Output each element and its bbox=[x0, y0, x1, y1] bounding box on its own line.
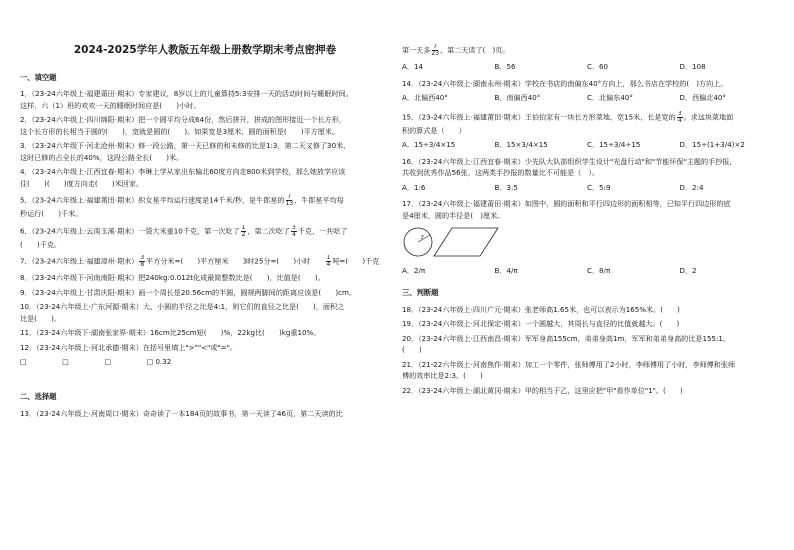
question-16: 16．（23-24六年级上·江西宜春·期末）少先队大队部组织学生设计"光盘行动"和"节能环保"主题的手抄报， bbox=[402, 157, 737, 166]
question-19: 19．（23-24六年级上·河北保定·期末）一个圆越大，其周长与直径的比值就越大。( ) bbox=[402, 320, 680, 329]
question-3-cont: 这时已修的占全长的40%，这段公路全长( )米。 bbox=[20, 153, 184, 162]
right-column bbox=[402, 44, 772, 401]
fraction bbox=[326, 255, 332, 268]
question-20-cont: ( ) bbox=[402, 346, 422, 355]
question-5-text: 5．（23-24六年级上·福建莆田·期末）织女星平均运行速度是14千米/秒，是牛郎星的 bbox=[20, 195, 285, 205]
denominator: 4 bbox=[677, 116, 682, 124]
question-13-options bbox=[402, 63, 772, 72]
question-12-compare-row: □ □ □ □ 0.32 bbox=[20, 358, 172, 367]
question-11: 11．（23-24六年级下·湖南张家界·期末）16cm比25cm短( )%，22kg比( )kg重10%。 bbox=[20, 329, 321, 338]
option-d: D．2:4 bbox=[679, 182, 704, 192]
question-15-text: 15．（23-24六年级上·福建莆田·期末）王伯伯家有一块长方形菜地，宽15米，长是宽的 bbox=[402, 112, 676, 121]
question-14-options bbox=[402, 94, 772, 103]
question-15-tail: 。求这块菜地面 bbox=[683, 112, 734, 121]
question-12: 12．（23-24六年级上·河北承德·期末）在括号里填上">""<"或"="。 bbox=[20, 343, 237, 352]
option-b: B．3:5 bbox=[494, 182, 518, 192]
option-d: D．2 bbox=[679, 265, 697, 275]
denominator: 4 bbox=[291, 230, 296, 238]
question-2-cont: 这个长方形的长相当于圆的( )，宽就是圆的( )。如果宽是3厘米，圆的面积是( )平方厘米。 bbox=[20, 127, 340, 136]
option-c: C．8/π bbox=[587, 265, 611, 275]
question-6-cont: ( )千克。 bbox=[20, 240, 62, 249]
question-1: 1．（23-24六年级上·福建莆田·期末）专家建议，8岁以上的儿童算持5:3安排一天的活动时间与睡眠时间。 bbox=[20, 90, 353, 99]
question-6-tail: 千克，一共吃了 bbox=[297, 226, 348, 236]
fraction bbox=[677, 111, 683, 124]
question-7-text: 7．（23-24六年级上·福建漳州·期末） bbox=[20, 256, 139, 266]
question-5 bbox=[20, 194, 390, 207]
question-21-text: 21．（21-22六年级上·河南焦作·期末）加工一个零件，张师傅用了2小时，李师傅用了 bbox=[402, 360, 672, 369]
option-a: A．1:6 bbox=[402, 182, 426, 192]
radius-line bbox=[418, 235, 430, 242]
left-column bbox=[20, 40, 390, 424]
option-b: B．56 bbox=[494, 62, 516, 71]
question-10-cont: 比是( )。 bbox=[20, 314, 62, 323]
numerator: 7 bbox=[287, 194, 292, 201]
option-c: C．60 bbox=[587, 62, 609, 71]
option-c: C．15÷3/4÷15 bbox=[587, 140, 641, 149]
question-16-cont: 共收到优秀作品56张，这两类手抄报的数量比不可能是（ ）。 bbox=[402, 169, 600, 177]
option-b: B．4/π bbox=[494, 265, 518, 275]
option-d: D．西偏北40° bbox=[679, 93, 726, 102]
question-2: 2．（23-24六年级上·四川绵阳·期末）把一个圆平均分成64份，然后拼开，拼成的图形接近一个长方形， bbox=[20, 116, 346, 125]
exam-title: 2024-2025学年人教版五年级上册数学期末考点密押卷 bbox=[73, 44, 337, 56]
question-20: 20．（23-24六年级上·江西南昌·期末）军军身高155cm，弟弟身高1m，军军和弟弟身高的比是155:1。 bbox=[402, 334, 731, 343]
circle-parallelogram-figure bbox=[402, 226, 772, 261]
question-5-tail: ，牛郎星平均每 bbox=[294, 195, 344, 205]
question-8: 8．（23-24六年级下·河南南阳·期末）把240kg:0.012t化成最简整数比是( )，比值是( )。 bbox=[20, 274, 325, 283]
question-10: 10．（23-24六年级上·广东河源·期末）大、小圆的半径之比是4:1，则它们的直径之比是( )，面积之 bbox=[20, 303, 345, 312]
question-21 bbox=[402, 361, 772, 370]
question-3: 3．（23-24六年级下·河北沧州·期末）修一段公路，第一天已修的和未修的比是1:3，第二天又修了30米， bbox=[20, 142, 351, 151]
question-4-cont: 往( )( )度方向走( )米回家。 bbox=[20, 179, 144, 188]
question-9: 9．（23-24六年级上·甘肃庆阳·期末）画一个周长是20.56cm的半圆，圆规两脚间的距离应该是( )cm。 bbox=[20, 288, 357, 297]
question-17-cont: 是4厘米，圆的半径是( )厘米。 bbox=[402, 211, 505, 220]
question-21-tail: 小时，李师傅和张师 bbox=[671, 360, 736, 369]
question-16-options bbox=[402, 184, 772, 193]
question-5-cont: 秒运行( )千米。 bbox=[20, 210, 83, 219]
question-6-mid: ，第二次吃了 bbox=[247, 226, 290, 236]
question-4: 4．（23-24六年级上·江西宜春·期末）李琳上学从家出东偏北60度方向走800米到学校，那么她放学应该 bbox=[20, 168, 346, 177]
denominator: 23 bbox=[431, 50, 440, 57]
question-1-cont: 这样，六（1）班的欢欢一天的睡眠时间应是( )小时。 bbox=[20, 101, 201, 110]
question-13: 13．（23-24六年级上·河南周口·期末）奇奇读了一本184页的故事书，第一天读了46页，第二天读的比 bbox=[20, 409, 343, 418]
denominator: 8 bbox=[140, 261, 145, 269]
denominator: 13 bbox=[285, 200, 294, 208]
fraction bbox=[286, 194, 294, 207]
question-22-tail: 相当于乙，这里应把"甲"看作单位"1"。( ) bbox=[539, 386, 683, 395]
question-21-cont: 傅的效率比是2:3。( ) bbox=[402, 372, 483, 381]
numerator: 1 bbox=[241, 224, 246, 231]
numerator: 3 bbox=[291, 224, 296, 231]
numerator: 3 bbox=[677, 110, 682, 117]
numerator: 1 bbox=[326, 255, 331, 262]
question-22-text: 22．（23-24六年级上·湖北黄冈·期末）甲的 bbox=[402, 386, 540, 395]
question-14: 14．（23-24六年级上·湖南永州·期末）学校在书店的南偏东40°方向上，那么书店在学校的( )方向上。 bbox=[402, 79, 728, 88]
question-17-options bbox=[402, 267, 772, 276]
question-15-cont: 积的算式是（ ） bbox=[402, 126, 466, 135]
question-7 bbox=[20, 255, 390, 268]
question-6 bbox=[20, 225, 390, 238]
section-judge-title: 三、判断题 bbox=[402, 288, 439, 297]
numerator: 3 bbox=[140, 255, 145, 262]
question-18: 18．（23-24六年级上·四川广元·期末）张老师高1.65米，也可以表示为165%米。( ) bbox=[402, 305, 680, 314]
option-a: A．2/π bbox=[402, 265, 426, 275]
question-17: 17．（23-24六年级上·福建莆田·期末）如图中，圆的面积和平行四边形的面积相等，已知平行四边形的底 bbox=[402, 200, 731, 208]
fraction bbox=[241, 225, 247, 238]
parallelogram-shape bbox=[434, 228, 498, 256]
question-13-cont-text: 第一天多 bbox=[402, 45, 431, 55]
numerator: 7 bbox=[433, 44, 438, 50]
question-22 bbox=[402, 387, 772, 396]
option-c: C．北偏东40° bbox=[587, 93, 633, 102]
option-c: C．5:9 bbox=[587, 182, 611, 192]
option-d: D．108 bbox=[679, 62, 706, 71]
denominator: 4 bbox=[326, 261, 331, 269]
question-7-tail: 吨=( )千克 bbox=[332, 256, 380, 266]
figure-svg bbox=[402, 226, 502, 258]
section-fill-title: 一、填空题 bbox=[20, 72, 57, 82]
option-b: B．南偏西40° bbox=[494, 93, 541, 102]
fraction bbox=[291, 225, 297, 238]
option-a: A．15÷3/4×15 bbox=[402, 140, 456, 149]
option-b: B．15×3/4×15 bbox=[494, 140, 548, 149]
question-15 bbox=[402, 111, 772, 124]
section-choice-title: 二、选择题 bbox=[20, 391, 57, 401]
option-a: A．北偏西40° bbox=[402, 93, 448, 102]
fraction bbox=[139, 255, 145, 268]
fraction bbox=[431, 44, 439, 57]
option-d: D．15÷(1+3/4)×2 bbox=[679, 140, 745, 149]
question-13-tail: ，第二天读了( )页。 bbox=[440, 45, 510, 55]
radius-label: r bbox=[421, 234, 424, 241]
question-15-options bbox=[402, 141, 772, 150]
option-a: A．14 bbox=[402, 62, 423, 71]
question-6-text: 6．（23-24六年级上·云南玉溪·期末）一袋大米重10千克，第一次吃了 bbox=[20, 226, 240, 236]
question-13-cont bbox=[402, 44, 772, 57]
question-7-mid: 平方分米=( )平方厘米 3时25分=( )小时 bbox=[146, 256, 325, 266]
denominator: 2 bbox=[241, 230, 246, 238]
